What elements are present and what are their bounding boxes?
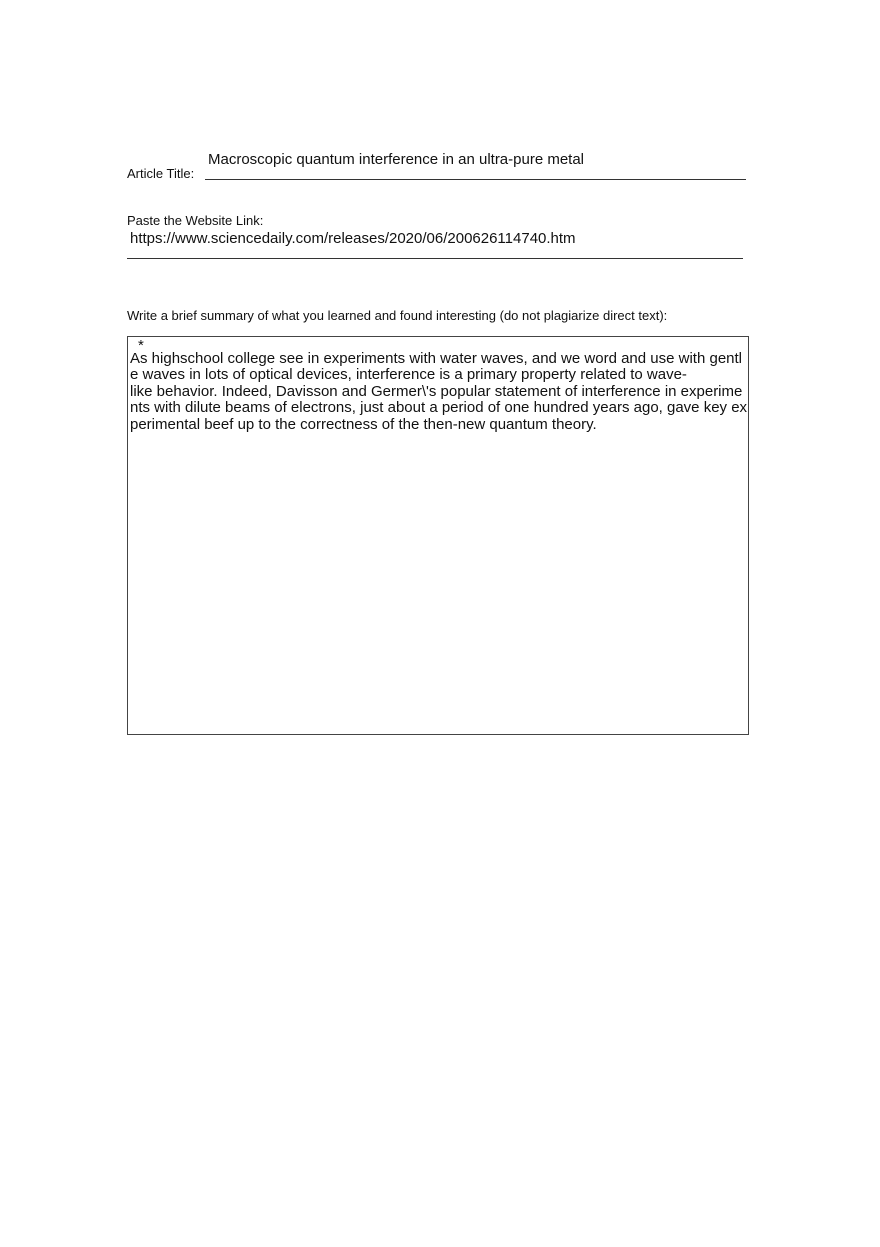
- website-link-field[interactable]: https://www.sciencedaily.com/releases/2020/06/200626114740.htm: [130, 230, 576, 247]
- article-title-field[interactable]: Macroscopic quantum interference in an ultra-pure metal: [208, 151, 585, 168]
- article-title-label: Article Title:: [127, 166, 195, 181]
- article-title-underline: [205, 179, 746, 180]
- summary-content: [130, 337, 746, 433]
- summary-line: like behavior. Indeed, Davisson and Germer\'s popular statement of interference in experime: [130, 382, 743, 400]
- summary-textarea[interactable]: [127, 336, 749, 735]
- website-link-label: Paste the Website Link:: [127, 213, 264, 228]
- summary-line: nts with dilute beams of electrons, just about a period of one hundred years ago, gave key ex: [130, 399, 748, 417]
- website-link-underline: [127, 258, 743, 259]
- summary-prompt: Write a brief summary of what you learned and found interesting (do not plagiarize direct text):: [127, 308, 668, 323]
- summary-line: perimental beef up to the correctness of the then-new quantum theory.: [130, 415, 597, 433]
- summary-line: As highschool college see in experiments with water waves, and we word and use with gentl: [130, 350, 742, 367]
- summary-marker: *: [138, 337, 144, 354]
- summary-line: e waves in lots of optical devices, interference is a primary property related to wave-: [130, 366, 687, 384]
